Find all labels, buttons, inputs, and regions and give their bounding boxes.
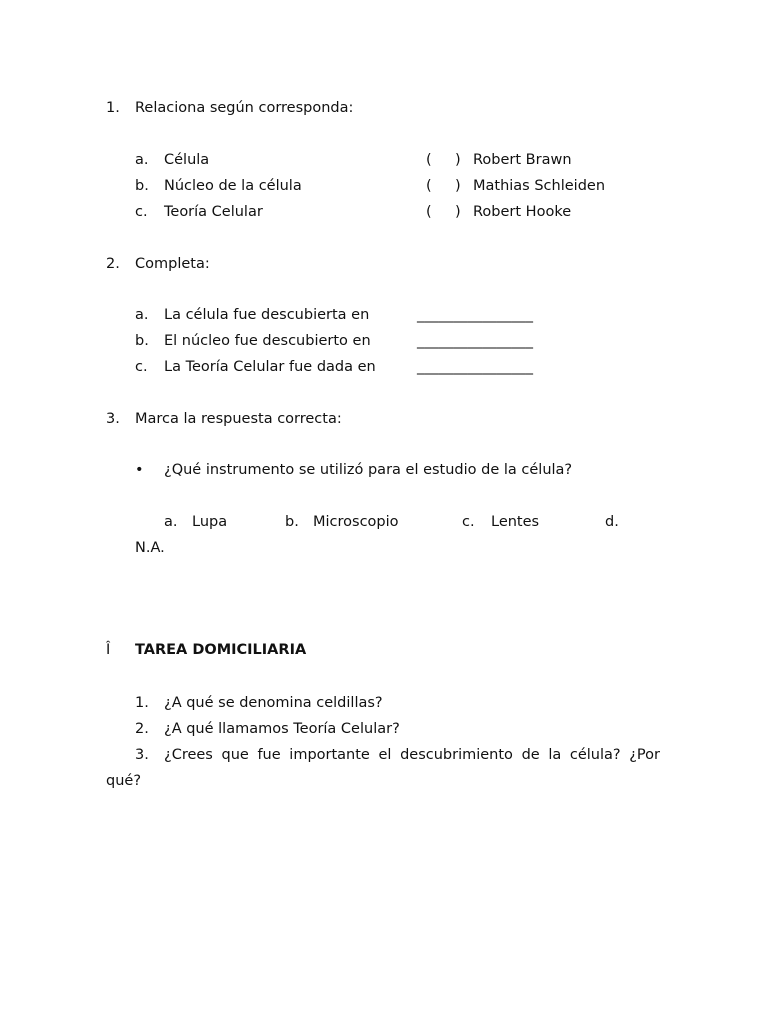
q3-bullet: • (135, 462, 144, 478)
q2-number: 2. (106, 256, 120, 272)
q1-paren-open-1: ( (426, 152, 432, 168)
q3-option-b-marker: b. (285, 514, 299, 530)
q2-title: Completa: (135, 256, 210, 272)
homework-item-1: ¿A qué se denomina celdillas? (164, 695, 383, 711)
homework-title: TAREA DOMICILIARIA (135, 642, 307, 658)
homework-item-2: ¿A qué llamamos Teoría Celular? (164, 721, 400, 737)
q1-left-marker-b: b. (135, 178, 149, 194)
q3-option-c-marker: c. (462, 514, 475, 530)
q1-left-marker-c: c. (135, 204, 148, 220)
homework-marker-2: 2. (135, 721, 149, 737)
q3-option-d: N.A. (135, 540, 165, 556)
q2-blank-a: ________________ (417, 307, 533, 323)
q2-marker-b: b. (135, 333, 149, 349)
homework-item-3: ¿Crees que fue importante el descubrimiento de la célula? ¿Por (164, 747, 660, 763)
q1-paren-open-3: ( (426, 204, 432, 220)
q2-item-c: La Teoría Celular fue dada en (164, 359, 376, 375)
q2-marker-a: a. (135, 307, 149, 323)
homework-marker-1: 1. (135, 695, 149, 711)
q1-left-item-c: Teoría Celular (164, 204, 263, 220)
q1-left-marker-a: a. (135, 152, 149, 168)
q3-option-c: Lentes (491, 514, 540, 530)
q1-title: Relaciona según corresponda: (135, 100, 354, 116)
q1-right-item-1: Robert Brawn (473, 152, 572, 168)
q3-option-d-marker: d. (605, 514, 619, 530)
q1-number: 1. (106, 100, 120, 116)
q3-title: Marca la respuesta correcta: (135, 411, 342, 427)
q1-paren-close-2: ) (455, 178, 461, 194)
q3-option-b: Microscopio (313, 514, 399, 530)
q3-option-a: Lupa (192, 514, 228, 530)
q2-blank-b: ________________ (417, 333, 533, 349)
homework-item-3-continuation: qué? (106, 773, 142, 789)
q1-left-item-a: Célula (164, 152, 210, 168)
q1-paren-close-3: ) (455, 204, 461, 220)
q2-marker-c: c. (135, 359, 148, 375)
q1-paren-open-2: ( (426, 178, 432, 194)
homework-marker-3: 3. (135, 747, 149, 763)
q2-item-b: El núcleo fue descubierto en (164, 333, 371, 349)
q1-paren-close-1: ) (455, 152, 461, 168)
homework-bullet: Î (106, 642, 111, 658)
q2-blank-c: ________________ (417, 359, 533, 375)
q3-option-a-marker: a. (164, 514, 178, 530)
q1-right-item-3: Robert Hooke (473, 204, 572, 220)
q3-number: 3. (106, 411, 120, 427)
q1-right-item-2: Mathias Schleiden (473, 178, 606, 194)
q2-item-a: La célula fue descubierta en (164, 307, 370, 323)
q3-question: ¿Qué instrumento se utilizó para el estudio de la célula? (164, 462, 573, 478)
q1-left-item-b: Núcleo de la célula (164, 178, 302, 194)
